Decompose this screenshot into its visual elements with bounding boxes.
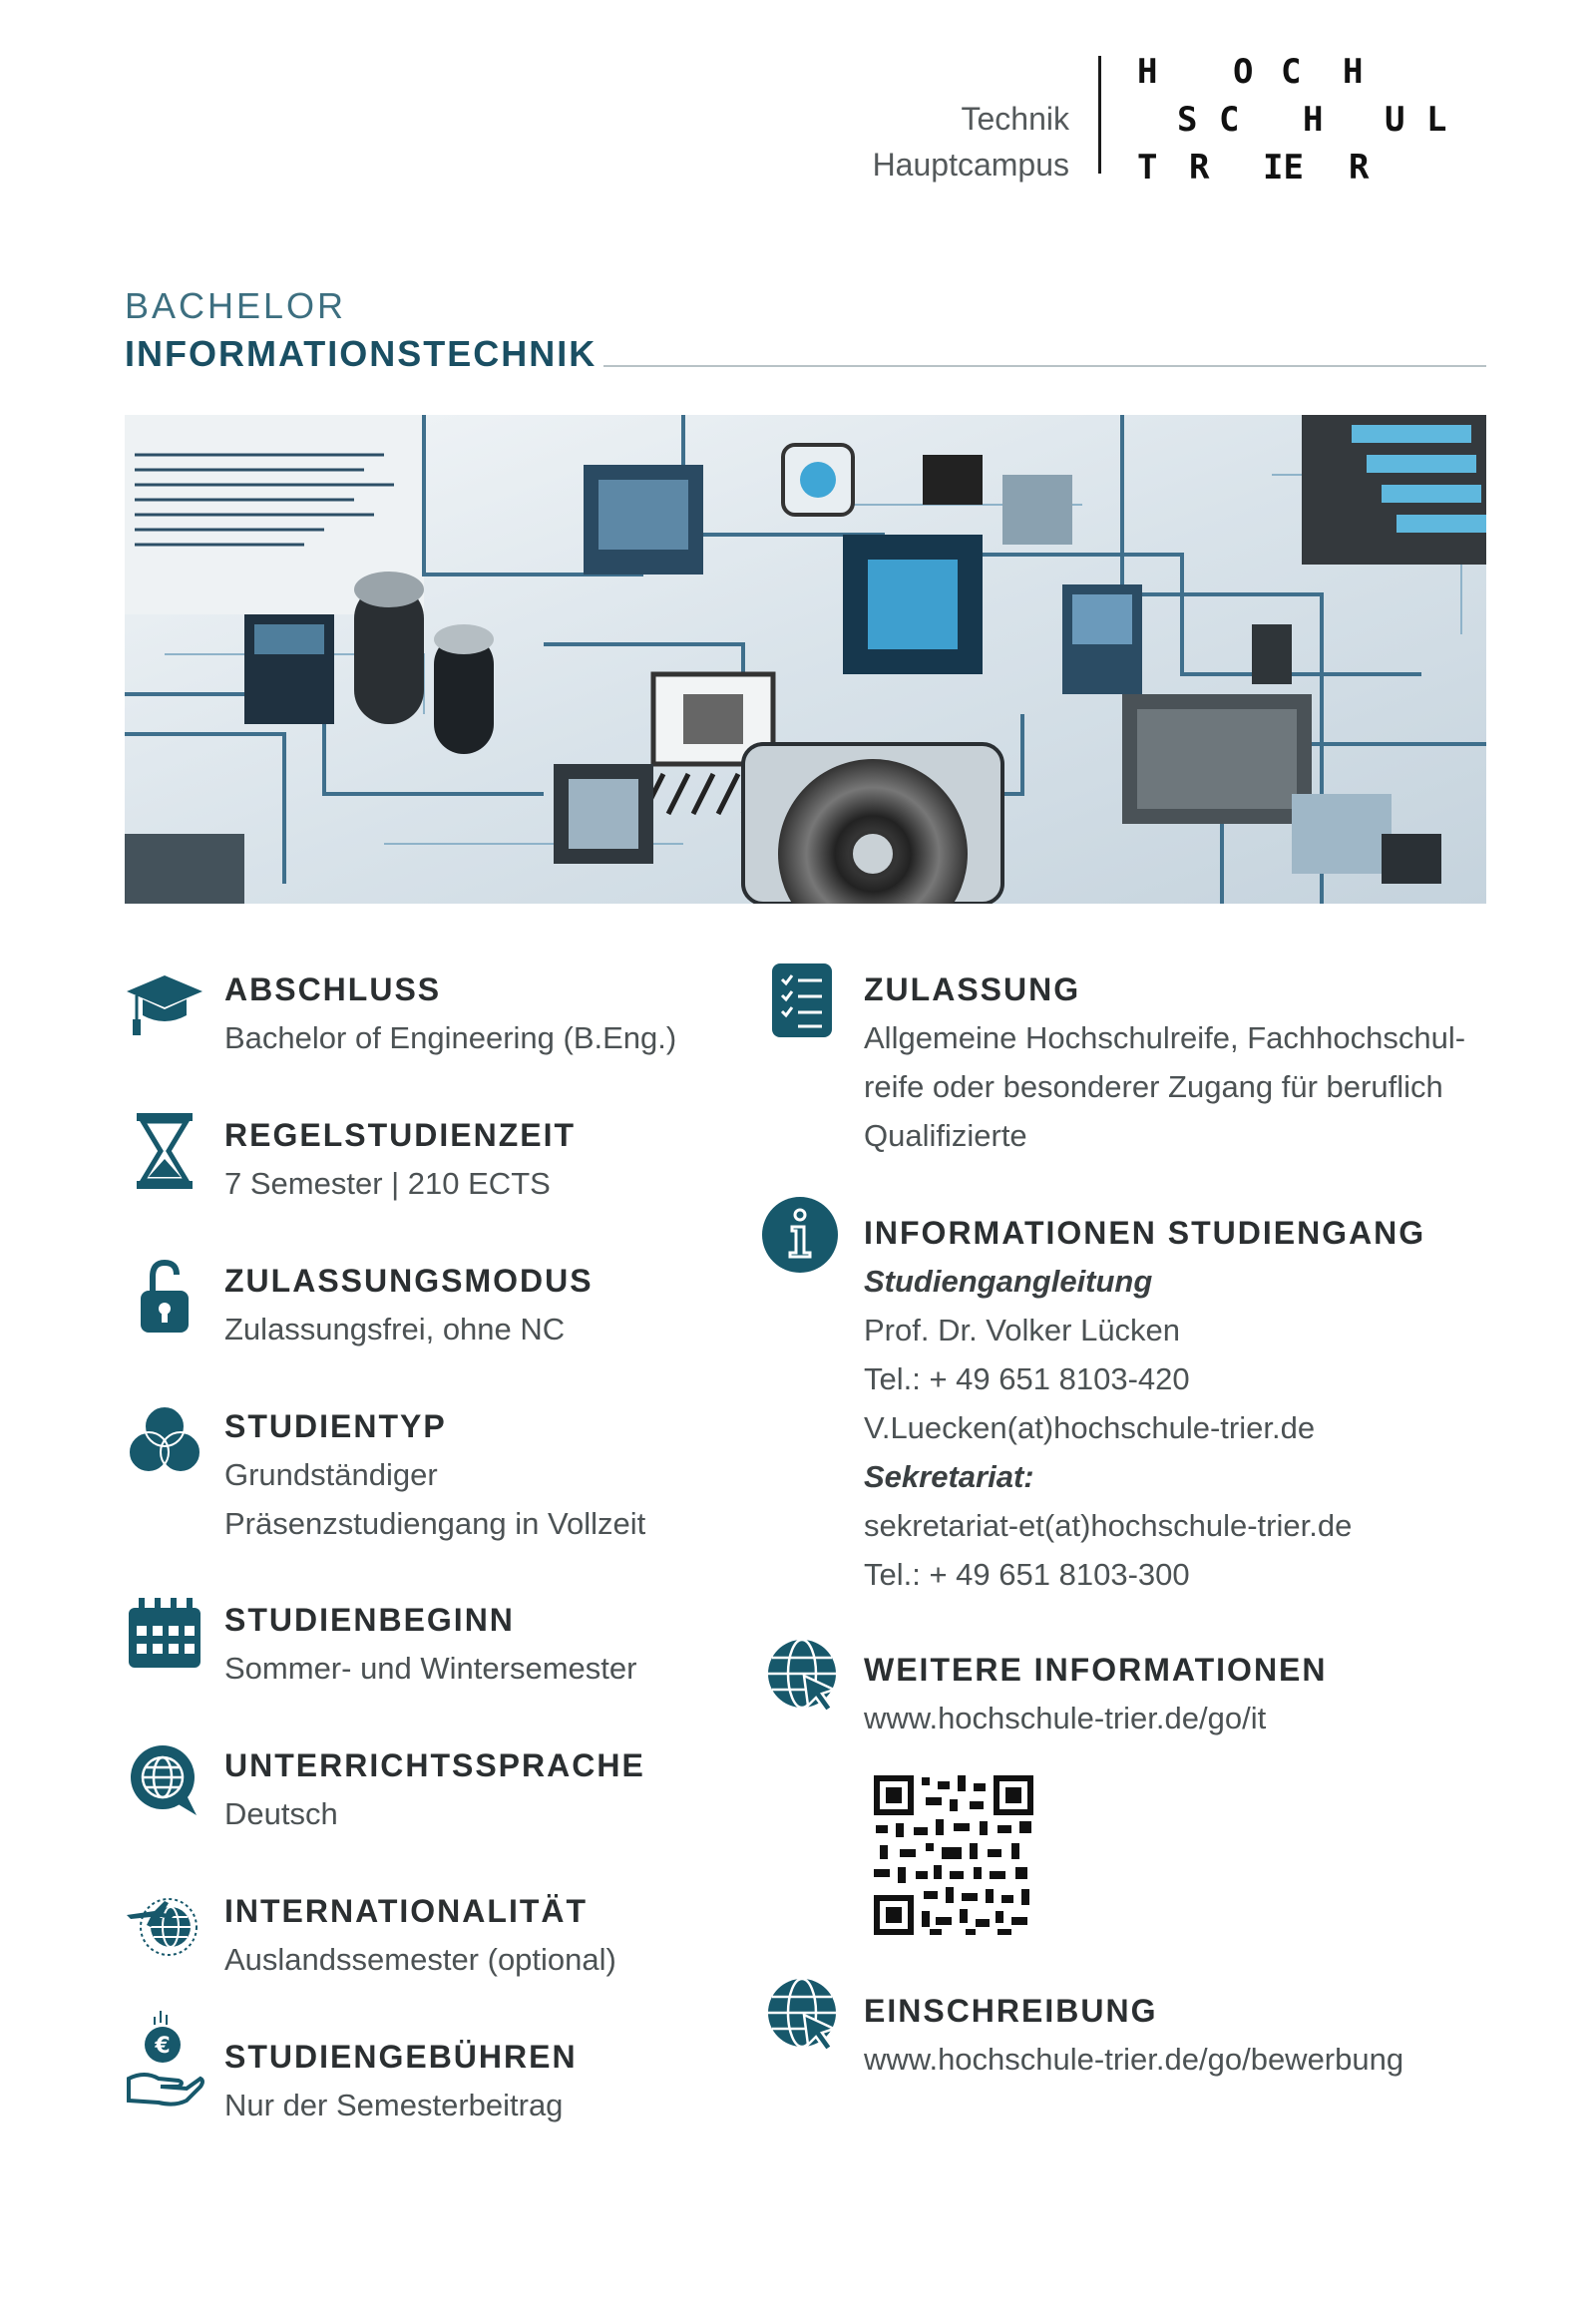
hourglass-icon bbox=[125, 1111, 204, 1191]
header-divider bbox=[1098, 56, 1101, 174]
zulassung-text-1: Allgemeine Hochschulreife, Fachhochschul- bbox=[864, 1020, 1466, 1055]
campus-label: Hauptcampus bbox=[872, 147, 1069, 183]
sekretariat-email[interactable]: sekretariat-et(at)hochschule-trier.de bbox=[864, 1508, 1353, 1543]
einschreibung-title: EINSCHREIBUNG bbox=[864, 1993, 1158, 2029]
logo-row-3: T R IE R bbox=[1137, 148, 1370, 182]
zulassungsmodus-title: ZULASSUNGSMODUS bbox=[224, 1263, 594, 1299]
abschluss-title: ABSCHLUSS bbox=[224, 971, 442, 1007]
studiengebuehren-title: STUDIENGEBÜHREN bbox=[224, 2039, 578, 2075]
studientyp-title: STUDIENTYP bbox=[224, 1408, 447, 1444]
weitere-informationen-link[interactable]: www.hochschule-trier.de/go/it bbox=[864, 1701, 1267, 1735]
leitung-email[interactable]: V.Luecken(at)hochschule-trier.de bbox=[864, 1410, 1316, 1445]
sekretariat-phone[interactable]: Tel.: + 49 651 8103-300 bbox=[864, 1557, 1190, 1592]
campus-info bbox=[873, 96, 1069, 188]
globe-speech-icon bbox=[125, 1741, 204, 1821]
info-icon bbox=[760, 1195, 840, 1275]
informationen-title: INFORMATIONEN STUDIENGANG bbox=[864, 1215, 1426, 1251]
leitung-phone[interactable]: Tel.: + 49 651 8103-420 bbox=[864, 1361, 1190, 1396]
logo-row-2: S C H U L bbox=[1177, 100, 1447, 140]
abschluss-text: Bachelor of Engineering (B.Eng.) bbox=[224, 1020, 677, 1055]
zulassung-title: ZULASSUNG bbox=[864, 971, 1081, 1007]
zulassung-text-2: reife oder besonderer Zugang für beruflich bbox=[864, 1069, 1443, 1104]
studientyp-text-1: Grundständiger bbox=[224, 1457, 438, 1492]
euro-hand-icon bbox=[125, 2009, 204, 2112]
zulassungsmodus-text: Zulassungsfrei, ohne NC bbox=[224, 1312, 566, 1346]
unterrichtssprache-text: Deutsch bbox=[224, 1796, 338, 1831]
title-rule bbox=[603, 365, 1486, 367]
degree-level: BACHELOR bbox=[125, 285, 347, 326]
checklist-icon bbox=[764, 961, 844, 1041]
studienbeginn-title: STUDIENBEGINN bbox=[224, 1602, 515, 1638]
logo-row-1: H O C H bbox=[1137, 52, 1364, 92]
studiengangleitung-label: Studiengangleitung bbox=[864, 1264, 1153, 1299]
weitere-informationen-title: WEITERE INFORMATIONEN bbox=[864, 1652, 1328, 1688]
circuit-board-illustration bbox=[125, 415, 1486, 904]
einschreibung-link[interactable]: www.hochschule-trier.de/go/bewerbung bbox=[864, 2042, 1404, 2077]
studienbeginn-text: Sommer- und Wintersemester bbox=[224, 1651, 637, 1686]
qr-code[interactable] bbox=[870, 1771, 1037, 1939]
regelstudienzeit-title: REGELSTUDIENZEIT bbox=[224, 1117, 577, 1153]
unterrichtssprache-title: UNTERRICHTSSPRACHE bbox=[224, 1747, 645, 1783]
three-circles-icon bbox=[125, 1402, 204, 1482]
internationalitaet-text: Auslandssemester (optional) bbox=[224, 1942, 616, 1977]
faculty-label: Technik bbox=[961, 101, 1069, 137]
graduation-cap-icon bbox=[125, 965, 204, 1045]
calendar-icon bbox=[125, 1596, 204, 1676]
plane-globe-icon bbox=[125, 1887, 204, 1967]
studientyp-text-2: Präsenzstudiengang in Vollzeit bbox=[224, 1506, 646, 1541]
globe-cursor-icon bbox=[764, 1636, 844, 1716]
studiengebuehren-text: Nur der Semesterbeitrag bbox=[224, 2088, 564, 2122]
program-title: INFORMATIONSTECHNIK bbox=[125, 333, 598, 374]
svg-text:€: € bbox=[155, 2034, 171, 2059]
sekretariat-label: Sekretariat: bbox=[864, 1459, 1034, 1494]
internationalitaet-title: INTERNATIONALITÄT bbox=[224, 1893, 589, 1929]
open-lock-icon bbox=[125, 1257, 204, 1337]
regelstudienzeit-text: 7 Semester | 210 ECTS bbox=[224, 1166, 551, 1201]
circuit-board-banner bbox=[125, 415, 1486, 904]
leitung-name: Prof. Dr. Volker Lücken bbox=[864, 1313, 1181, 1347]
hochschule-trier-logo bbox=[1137, 50, 1488, 182]
zulassung-text-3: Qualifizierte bbox=[864, 1118, 1027, 1153]
globe-cursor-icon bbox=[764, 1975, 844, 2055]
